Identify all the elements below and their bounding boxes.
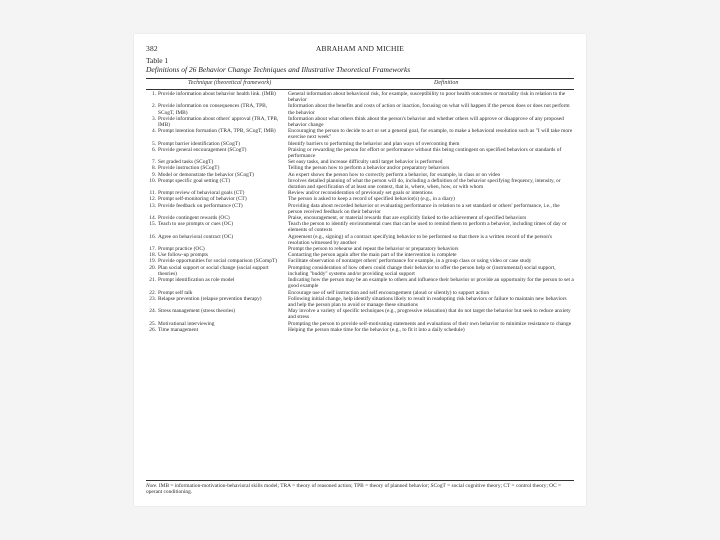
definition-cell: Indicating how the person may be an example to others and influence their behavior or provide an opportunity for the person to set a good example: [288, 277, 574, 290]
technique-name: Prompt self talk: [158, 289, 193, 296]
definition-cell: Teach the person to identify environmental cues that can be used to remind them to perform a behavior, including times of day or elements of contexts: [288, 221, 567, 234]
running-head-authors: ABRAHAM AND MICHIE: [315, 44, 405, 53]
table-row: [146, 265, 574, 277]
table-row: [146, 147, 574, 159]
row-number: 22.: [149, 289, 156, 296]
row-number: 7.: [151, 159, 156, 166]
technique-cell: [146, 327, 288, 333]
technique-name: Provide opportunities for social comparison (SCompT): [158, 258, 278, 265]
technique-cell: [146, 221, 288, 233]
row-number: 16.: [149, 233, 156, 240]
technique-name: Prompt specific goal setting (CT): [158, 177, 231, 184]
row-number: 20.: [149, 264, 156, 271]
definition-cell: Information about the benefits and costs of action or inaction, focusing on what will happen if the person does or does not perform the behavior: [288, 103, 570, 116]
table-row: [146, 277, 574, 289]
technique-cell: [146, 234, 288, 246]
row-number: 26.: [149, 326, 156, 333]
table-header-rule: [146, 89, 574, 90]
definition-cell: An expert shows the person how to correctly perform a behavior, for example, in class or on video: [288, 171, 501, 178]
technique-cell: [146, 116, 288, 128]
document-page: [134, 34, 586, 506]
technique-cell: [146, 103, 288, 115]
technique-name: Provide contingent rewards (OC): [158, 215, 230, 222]
technique-name: Provide information on consequences (TRA, TPB, SCogT, IMB): [158, 103, 268, 116]
technique-name: Provide information about behavior health link. (IMB): [158, 91, 276, 97]
definition-cell: Set easy tasks, and increase difficulty until target behavior is performed: [288, 159, 443, 166]
row-number: 8.: [151, 165, 156, 172]
row-number: 23.: [149, 295, 156, 302]
technique-name: Plan social support or social change (social support theories): [158, 264, 269, 277]
technique-name: Relapse prevention (relapse prevention therapy): [158, 295, 262, 302]
table-row: [146, 203, 574, 215]
definition-cell: General information about behavioral risk, for example, susceptibility to poor health outcomes or mortality risk in relation to the behavior: [288, 91, 566, 104]
table-note: [146, 483, 574, 495]
column-header-definition: Definition: [434, 80, 459, 86]
technique-name: Prompt practice (OC): [158, 246, 205, 253]
technique-name: Stress management (stress theories): [158, 308, 236, 315]
row-number: 19.: [149, 258, 156, 265]
definition-cell: Prompting the person to provide self-motivating statements and evaluations of their own behavior to minimize resistance to change: [288, 320, 572, 327]
table-row: [146, 221, 574, 233]
technique-name: Use follow-up prompts: [158, 252, 209, 259]
table-top-rule: [146, 78, 574, 79]
definition-cell: Review and/or reconsideration of previously set goals or intentions: [288, 190, 433, 197]
table-row: [146, 296, 574, 308]
definition-cell: Information about what others think about the person's behavior and whether others will approve or disapprove of any proposed behavior change: [288, 115, 564, 129]
row-number: 2.: [151, 103, 156, 110]
technique-cell: [146, 277, 288, 289]
row-number: 15.: [149, 221, 156, 228]
row-number: 6.: [151, 146, 156, 153]
technique-name: Prompt intention formation (TRA, TPB, SCogT, IMB): [158, 128, 276, 135]
technique-name: Motivational interviewing: [158, 320, 215, 327]
definition-cell: Encourage use of self instruction and self encouragement (aloud or silently) to support action: [288, 289, 490, 296]
technique-name: Provide information about others' approval (TRA, TPB, IMB): [158, 115, 279, 129]
note-text: IMB = information-motivation-behavioral skills model; TRA = theory of reasoned action; TPB = theory of planned behavior; SCogT = social cognitive theory; CT = control theory; OC = operant conditioning.: [146, 483, 562, 496]
technique-name: Teach to use prompts or cues (OC): [158, 221, 234, 228]
row-number: 24.: [149, 308, 156, 315]
table-row: [146, 234, 574, 246]
definition-cell: Praising or rewarding the person for effort or performance without this being contingent on specified behaviors or standards of performance: [288, 146, 562, 160]
technique-name: Agree on behavioral contract (OC): [158, 233, 234, 240]
technique-cell: [146, 128, 288, 140]
definition-cell: Prompt the person to rehearse and repeat the behavior or preparatory behaviors: [288, 246, 459, 253]
technique-cell: [146, 91, 288, 103]
technique-name: Provide instruction (SCogT): [158, 165, 220, 172]
definition-cell: The person is asked to keep a record of specified behavior(s) (e.g., in a diary): [288, 196, 455, 203]
definition-cell: Contacting the person again after the main part of the intervention is complete: [288, 252, 457, 259]
row-number: 1.: [151, 91, 156, 97]
row-number: 3.: [151, 115, 156, 122]
row-number: 4.: [151, 128, 156, 135]
technique-name: Provide general encouragement (SCogT): [158, 146, 247, 153]
technique-cell: [146, 265, 288, 277]
row-number: 17.: [149, 246, 156, 253]
technique-name: Set graded tasks (SCogT): [158, 159, 214, 166]
row-number: 10.: [149, 177, 156, 184]
table-row: [146, 327, 574, 333]
table-row: [146, 128, 574, 140]
definition-cell: Identify barriers to performing the behavior and plan ways of overcoming them: [288, 140, 460, 147]
table-row: [146, 178, 574, 190]
row-number: 25.: [149, 320, 156, 327]
technique-name: Prompt barrier identification (SCogT): [158, 140, 240, 147]
technique-cell: [146, 147, 288, 159]
row-number: 9.: [151, 171, 156, 178]
definition-cell: Prompting consideration of how others could change their behavior to offer the person help or (instrumental) social support, including "buddy" systems and/or providing social support: [288, 264, 556, 277]
row-number: 12.: [149, 196, 156, 203]
definition-cell: Providing data about recorded behavior or evaluating performance in relation to a set standard or others' performance, i.e., the person received feedback on their behavior: [288, 202, 560, 215]
table-row: [146, 308, 574, 320]
row-number: 13.: [149, 202, 156, 209]
definition-cell: Facilitate observation of nontarget others' performance for example, in a group class or using video or case study: [288, 258, 532, 265]
table-bottom-rule: [146, 480, 574, 481]
technique-cell: [146, 178, 288, 190]
page-number: 382: [146, 44, 158, 53]
table-body: [146, 91, 574, 333]
technique-name: Provide feedback on performance (CT): [158, 202, 243, 209]
definition-cell: Following initial change, help identify situations likely to result in readopting risk behaviors or failure to maintain new behaviors and help the person plan to avoid or manage these situations: [288, 295, 567, 308]
row-number: 5.: [151, 140, 156, 147]
technique-name: Prompt self-monitoring of behavior (CT): [158, 196, 247, 203]
table-row: [146, 116, 574, 128]
definition-cell: Praise, encouragement, or material rewards that are explicitly linked to the achievement of specified behaviors: [288, 215, 527, 222]
definition-cell: May involve a variety of specific techniques (e.g., progressive relaxation) that do not target the behavior but seek to reduce anxiety and stress: [288, 308, 571, 321]
technique-cell: [146, 203, 288, 215]
row-number: 21.: [149, 277, 156, 284]
technique-cell: [146, 308, 288, 320]
definition-cell: Encouraging the person to decide to act or set a general goal, for example, to make a behavioral resolution such as "I will take more exercise next week": [288, 128, 573, 141]
row-number: 18.: [149, 252, 156, 259]
row-number: 11.: [149, 190, 156, 197]
table-title: Definitions of 26 Behavior Change Techniques and Illustrative Theoretical Frameworks: [146, 65, 411, 74]
table-row: [146, 91, 574, 103]
table-row: [146, 103, 574, 115]
definition-cell: Agreement (e.g., signing) of a contract specifying behavior to be performed so that there is a written record of the person's resolution witnessed by another: [288, 233, 552, 246]
definition-cell: Involves detailed planning of what the person will do, including a definition of the behavior specifying frequency, intensity, or duration and specification of at least one context, that is, where, when, how, or with whom: [288, 177, 561, 191]
technique-name: Model or demonstrate the behavior (SCogT): [158, 171, 254, 178]
technique-name: Prompt review of behavioral goals (CT): [158, 190, 245, 197]
technique-name: Time management: [158, 326, 199, 333]
table-label: Table 1: [146, 56, 169, 65]
note-label: Note.: [146, 483, 158, 489]
row-number: 14.: [149, 215, 156, 222]
definition-cell: Helping the person make time for the behavior (e.g., to fit it into a daily schedule): [288, 326, 465, 333]
column-header-technique: Technique (theoretical framework): [188, 80, 272, 86]
technique-cell: [146, 296, 288, 308]
definition-cell: Telling the person how to perform a behavior and/or preparatory behaviors: [288, 165, 450, 172]
technique-name: Prompt identification as role model: [158, 277, 235, 284]
